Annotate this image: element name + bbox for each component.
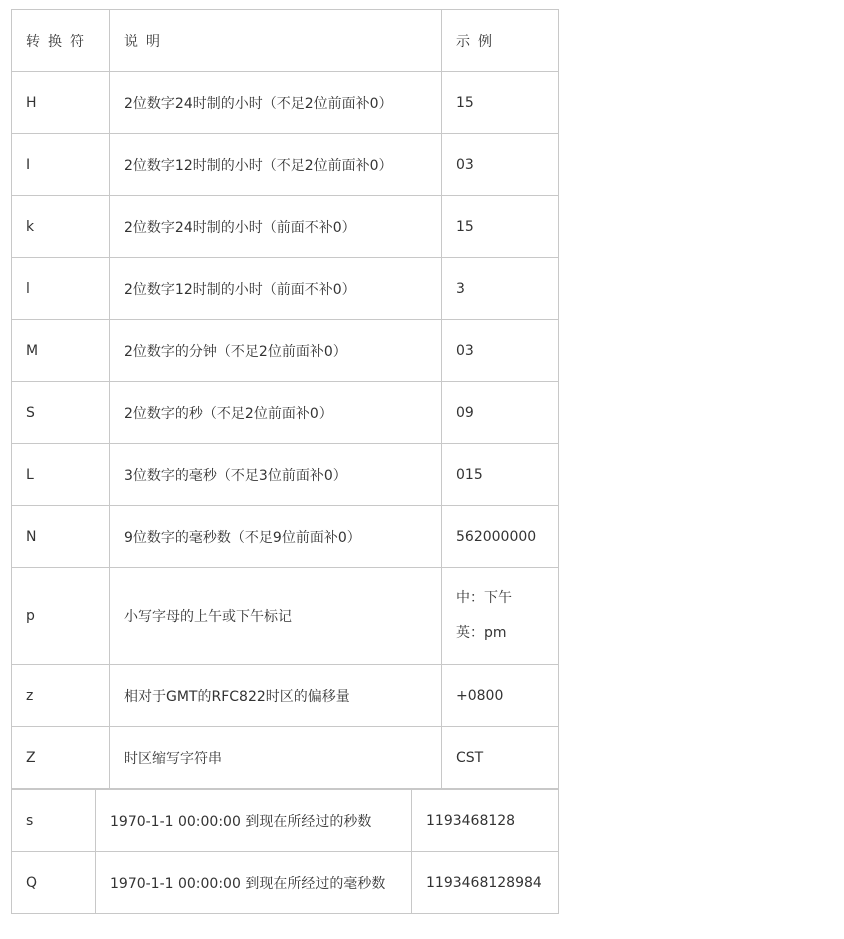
description-cell: 2位数字24时制的小时（不足2位前面补0）	[110, 72, 442, 134]
example-cell	[442, 568, 559, 665]
example-cell: 562000000	[442, 506, 559, 568]
table-row	[12, 320, 559, 382]
table-row	[12, 196, 559, 258]
description-cell: 时区缩写字符串	[110, 727, 442, 789]
table-row	[12, 790, 559, 852]
description-cell: 1970-1-1 00:00:00 到现在所经过的秒数	[96, 790, 412, 852]
table-row	[12, 72, 559, 134]
epoch-specifier-table	[11, 789, 559, 914]
specifier-cell: k	[12, 196, 110, 258]
specifier-cell: L	[12, 444, 110, 506]
description-cell: 2位数字的秒（不足2位前面补0）	[110, 382, 442, 444]
example-cell: 15	[442, 196, 559, 258]
specifier-cell: s	[12, 790, 96, 852]
example-cell: 1193468128984	[412, 852, 559, 914]
example-cell: 015	[442, 444, 559, 506]
header-cell-specifier: 转换符	[12, 10, 110, 72]
example-cell: 15	[442, 72, 559, 134]
example-cell: CST	[442, 727, 559, 789]
description-cell: 2位数字的分钟（不足2位前面补0）	[110, 320, 442, 382]
table-row	[12, 665, 559, 727]
table-row	[12, 134, 559, 196]
specifier-cell: z	[12, 665, 110, 727]
format-specifier-table	[11, 9, 559, 789]
example-cell: 09	[442, 382, 559, 444]
example-cell: 1193468128	[412, 790, 559, 852]
table-row	[12, 727, 559, 789]
specifier-cell: M	[12, 320, 110, 382]
description-cell: 9位数字的毫秒数（不足9位前面补0）	[110, 506, 442, 568]
specifier-cell: l	[12, 258, 110, 320]
description-cell: 3位数字的毫秒（不足3位前面补0）	[110, 444, 442, 506]
description-cell: 2位数字12时制的小时（前面不补0）	[110, 258, 442, 320]
table-header-row	[12, 10, 559, 72]
description-cell: 小写字母的上午或下午标记	[110, 568, 442, 665]
example-cell: 03	[442, 320, 559, 382]
description-cell: 1970-1-1 00:00:00 到现在所经过的毫秒数	[96, 852, 412, 914]
specifier-cell: I	[12, 134, 110, 196]
table-row	[12, 506, 559, 568]
example-english-line: 英：pm	[456, 625, 507, 641]
table-row	[12, 258, 559, 320]
description-cell: 2位数字24时制的小时（前面不补0）	[110, 196, 442, 258]
example-cell: +0800	[442, 665, 559, 727]
specifier-cell: N	[12, 506, 110, 568]
example-cell: 03	[442, 134, 559, 196]
table-row	[12, 568, 559, 665]
table-row	[12, 444, 559, 506]
specifier-cell: S	[12, 382, 110, 444]
table-row	[12, 852, 559, 914]
header-cell-example: 示例	[442, 10, 559, 72]
example-cell: 3	[442, 258, 559, 320]
description-cell: 2位数字12时制的小时（不足2位前面补0）	[110, 134, 442, 196]
specifier-cell: Z	[12, 727, 110, 789]
description-cell: 相对于GMT的RFC822时区的偏移量	[110, 665, 442, 727]
table-row	[12, 382, 559, 444]
specifier-cell: Q	[12, 852, 96, 914]
header-cell-description: 说明	[110, 10, 442, 72]
specifier-cell: p	[12, 568, 110, 665]
specifier-cell: H	[12, 72, 110, 134]
example-chinese-line: 中：下午	[456, 590, 512, 606]
